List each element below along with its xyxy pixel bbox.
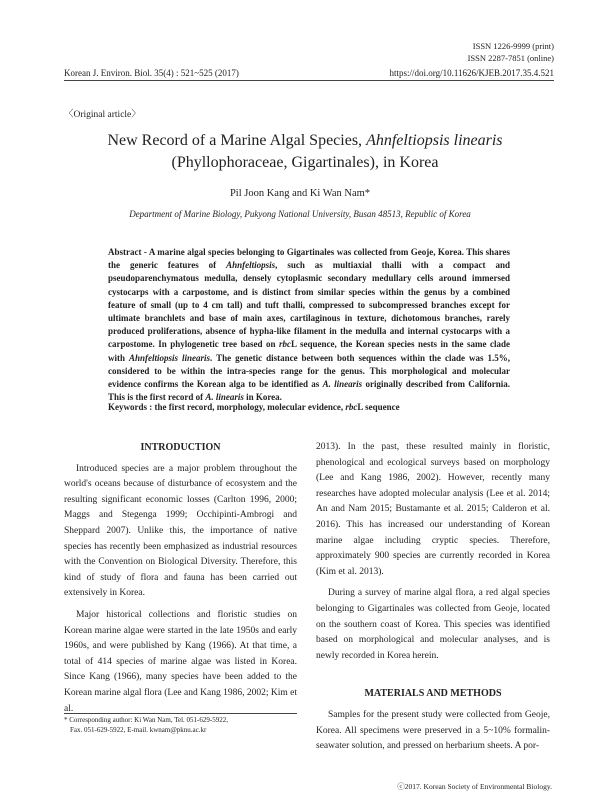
journal-reference: Korean J. Environ. Biol. 35(4) : 521~525 (2017) bbox=[64, 68, 239, 78]
abstract-italic-1: Ahnfeltiopsis bbox=[226, 260, 276, 271]
abstract-text-3: L sequence, the Korean species nests in the same clade with bbox=[108, 339, 510, 363]
issn-block bbox=[468, 40, 554, 64]
left-column bbox=[64, 440, 297, 723]
keywords-end: L sequence bbox=[357, 402, 400, 412]
keywords bbox=[108, 402, 510, 412]
intro-paragraph-3: 2013). In the past, these resulted mainly in floristic, phenological and ecological surveys based on morphology (Lee and Kang 1986, 2002). However, recently many researches have adopted molecular analysis (Lee et al. 2014; An and Nam 2015; Bustamante et al. 2015; Calderon et al. 2016). This has increased our understanding of Korean marine algae including cryptic species. Therefore, approximately 900 species are currently recorded in Korea (Kim et al. 2013). bbox=[316, 442, 550, 577]
methods-heading: MATERIALS AND METHODS bbox=[364, 688, 502, 700]
abstract-italic-5: A. linearis bbox=[205, 392, 244, 403]
copyright: ⓒ2017. Korean Society of Environmental Biology. bbox=[397, 782, 552, 791]
methods-paragraph-1: Samples for the present study were collected from Geoje, Korea. All specimens were preserved in a 5~10% formalin-seawater solution, and pressed on herbarium sheets. A por- bbox=[316, 709, 550, 752]
journal-header bbox=[64, 68, 554, 81]
title-line2: (Phyllophoraceae, Gigartinales), in Korea bbox=[171, 154, 439, 171]
intro-paragraph-4: During a survey of marine algal flora, a red algal species belonging to Gigartinales was collected from Geoje, located on the southern coast of Korea. This species was identified based on morphological and molecular analyses, and is newly recorded in Korea herein. bbox=[316, 588, 550, 661]
authors: Pil Joon Kang and Ki Wan Nam* bbox=[229, 188, 371, 199]
issn-print: ISSN 1226-9999 (print) bbox=[472, 41, 554, 51]
right-column bbox=[316, 440, 550, 761]
doi-link[interactable]: https://doi.org/10.11626/KJEB.2017.35.4.521 bbox=[389, 68, 554, 78]
abstract-italic-3: Ahnfeltiopsis linearis bbox=[129, 352, 211, 363]
title-prefix: New Record of a Marine Algal Species, bbox=[107, 132, 367, 149]
keywords-text: Keywords : the first record, morphology, molecular evidence, bbox=[108, 402, 346, 412]
title-species: Ahnfeltiopsis linearis bbox=[366, 132, 503, 149]
abstract bbox=[108, 246, 510, 404]
introduction-heading: INTRODUCTION bbox=[140, 442, 221, 453]
abstract-text-5: originally described from California. This is the first record of bbox=[108, 379, 511, 403]
affiliation: Department of Marine Biology, Pukyong National University, Busan 48513, Republic of Korea bbox=[129, 209, 471, 219]
article-type: 〈Original article〉 bbox=[64, 110, 141, 120]
footnote-line-1: * Corresponding author: Ki Wan Nam, Tel. 051-629-5922, bbox=[64, 716, 228, 724]
abstract-text-1: Abstract - A marine algal species belonging to Gigartinales was collected from Geoje, Korea. This shares the generic features of bbox=[108, 247, 510, 271]
keywords-italic: rbc bbox=[345, 402, 358, 412]
paper-title bbox=[60, 130, 550, 174]
corresponding-author-footnote bbox=[64, 713, 297, 735]
abstract-italic-4: A. linearis bbox=[322, 379, 363, 390]
issn-online: ISSN 2287-7851 (online) bbox=[467, 53, 554, 63]
abstract-text-6: in Korea. bbox=[243, 392, 282, 403]
abstract-italic-2: rbc bbox=[279, 339, 292, 350]
intro-paragraph-2: Major historical collections and floristic studies on Korean marine algae were started in the late 1950s and early 1960s, and were published by Kang (1966). At that time, a total of 414 species of marine algae was listed in Korea. Since Kang (1966), many species have been added to the Korean marine algal flora (Lee and Kang 1986, 2002; Kim et al. bbox=[64, 609, 297, 714]
footnote-line-2: Fax. 051-629-5922, E-mail. kwnam@pknu.ac.kr bbox=[70, 725, 207, 734]
abstract-text-4: . The genetic distance between both sequences within the clade was 1.5%, considered to be within the intra-species range for the genus. This morphological and molecular evidence confirms the Korean alga to be identified as bbox=[108, 352, 510, 390]
intro-paragraph-1: Introduced species are a major problem throughout the world's oceans because of disturbance of ecosystem and the resulting significant economic losses (Carlton 1996, 2000; Maggs and Stegenga 1999; Occhipinti-Ambrogi and Sheppard 2007). Unlike this, the importance of native species has recently been emphasized as industrial resources with the Convention on Biological Diversity. Therefore, this kind of study of flora and fauna has been carried out extensively in Korea. bbox=[64, 463, 297, 599]
abstract-text-2: , such as multiaxial thalli with a compact and pseudoparenchymatous medulla, densely cytoplasmic secondary medullary cells around immersed cystocarps with a carpostome, and is distinct from similar species within the genus by a combined feature of small (up to 4 cm tall) and tuft thalli, compressed to subcompressed branches except for ultimate branchlets and base of main axes, cartilaginous in texture, dichotomous branches, rarely produced proliferations, absence of hypha-like filament in the medulla and internal cystocarps with a carpostome. In phylogenetic tree based on bbox=[108, 260, 510, 350]
